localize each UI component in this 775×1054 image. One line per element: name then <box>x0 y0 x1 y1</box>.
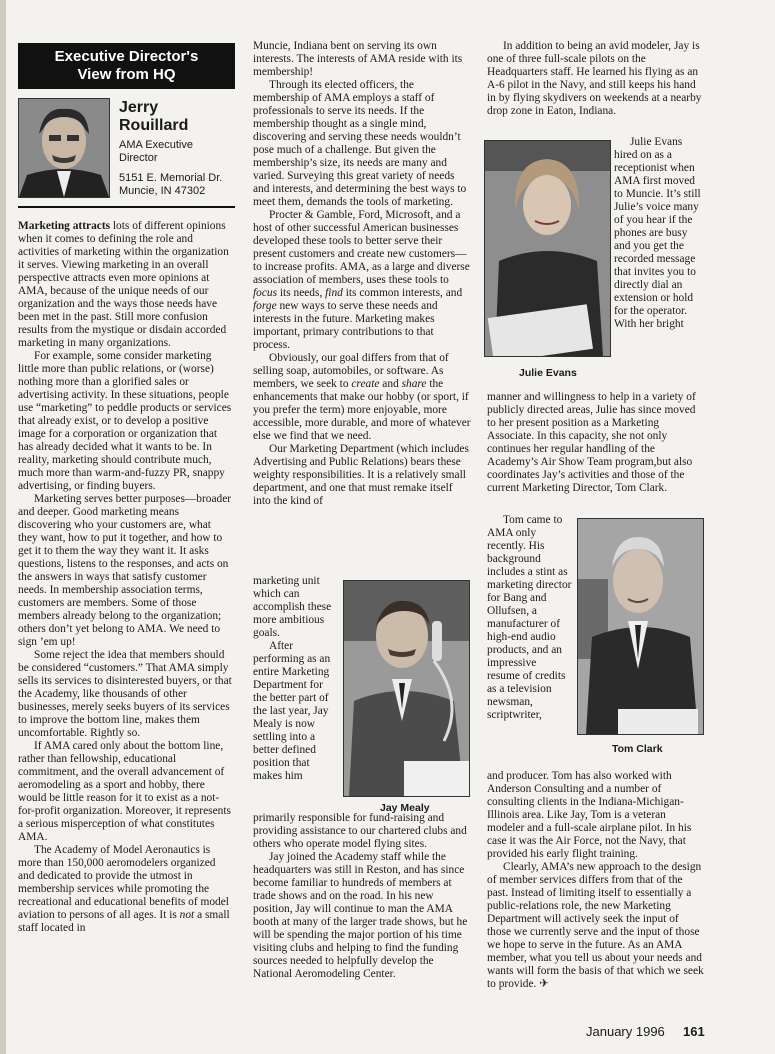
col2-p4-b: and <box>379 378 402 390</box>
col2-p3-em1: focus <box>253 287 278 299</box>
author-address-line2: Muncie, IN 47302 <box>119 185 206 197</box>
col1-p6-a: The Academy of Model Aeronautics is more than 150,000 aeromodelers organized and dedicated to provide the utmost in membership services while promoting the recreational and educational benefits of model aviation to persons of all ages. It is <box>18 844 229 921</box>
col2-paragraph-4 <box>253 352 471 443</box>
col2-p3-c: its common interests, and <box>342 287 463 299</box>
col1-paragraph-4: Some reject the idea that members should be considered “customers.” That AMA simply sells its services to disinterested buyers, or that the Academy, like thousands of other businesses, merely seeks buyers of its services to improve the bottom line, makes them uncomfortable. Rightly so. <box>18 649 232 739</box>
col3-wrap-text <box>614 136 706 331</box>
col2-p4-em2: share <box>401 378 427 390</box>
page-number: 161 <box>683 1024 705 1039</box>
col2-paragraph-3 <box>253 209 471 352</box>
column-3 <box>487 40 705 118</box>
col1-paragraph-6 <box>18 844 232 935</box>
author-title <box>119 139 229 165</box>
jay-mealy-caption: Jay Mealy <box>380 802 430 814</box>
header-line1: Executive Director's <box>54 48 199 65</box>
col2-p3-d: new ways to serve these needs and interests in the future. Marketing makes important, primary contributions to that process. <box>253 300 438 351</box>
column-header <box>18 43 235 89</box>
tom-clark-photo <box>577 518 704 735</box>
header-line2: View from HQ <box>77 66 176 83</box>
col1-p1-text: lots of different opinions when it comes to defining the role and activities of marketing within the organization it serves. Viewing marketing in an overall perspective attracts even more opinions at AMA, because of the unique needs of our organization and the ways those needs have been met in the past. Still more confusion results from the mystique or disdain accorded marketing in many organizations. <box>18 220 229 349</box>
author-title-line2: Director <box>119 152 158 164</box>
col2-p3-em2: find <box>325 287 343 299</box>
author-name <box>119 99 188 135</box>
col3-paragraph-3-continued: and producer. Tom has also worked with Anderson Consulting and a number of consulting clients in the Indiana-Michigan-Illinois area. Like Jay, Tom is a veteran modeler and a full-scale airplane pilot. In his case it was the Air Force, not the Navy, that provided his early flight training. <box>487 770 692 860</box>
col2-paragraph-5: Our Marketing Department (which includes Advertising and Public Relations) bears these weighty responsibilities. It is a relatively small department, and one that must remake itself into the kind of <box>253 443 469 507</box>
col3-paragraph-1: In addition to being an avid modeler, Jay is one of three full-scale pilots on the Headquarters staff. He learned his flying as an A-6 pilot in the Navy, and still keeps his hand in by flying skydivers on weekends at a nearby drop zone in Eaton, Indiana. <box>487 40 702 117</box>
col3-paragraph-3: Tom came to AMA only recently. His background includes a stint as marketing director for Bang and Ollufsen, a manufacturer of high-end audio products, and an impressive resume of credits as a television newsman, scriptwriter, <box>487 514 572 721</box>
julie-evans-photo <box>484 140 611 357</box>
issue-date: January 1996 <box>586 1024 665 1039</box>
col2-lower-text <box>253 812 471 981</box>
end-mark-icon: ✈ <box>539 978 549 990</box>
col2-p4-em1: create <box>351 378 380 390</box>
author-photo <box>18 98 110 198</box>
col2-paragraph-6-continued: primarily responsible for fund-raising and providing assistance to our chartered clubs and others who operate model flying sites. <box>253 812 467 850</box>
column-2 <box>253 40 471 508</box>
col1-paragraph-3: Marketing serves better purposes—broader and deeper. Good marketing means discovering who your customers are, what they want, how to put it together, and how to get it to them the way they want it. It asks questions, listens to the responses, and acts on the answers in ways that satisfy customer needs. In membership association terms, customers are members. Some of those members already belong to the organization; others don’t yet belong to AMA. We need to sign ’em up! <box>18 493 232 648</box>
col1-p6-b: a small staff located in <box>18 909 230 934</box>
col2-p4-a: Obviously, our goal differs from that of selling soap, automobiles, or software. As members, we seek to <box>253 352 449 390</box>
author-title-line1: AMA Executive <box>119 139 193 151</box>
col3-middle-text <box>487 391 705 495</box>
jay-mealy-photo <box>343 580 470 797</box>
col3-paragraph-2: Julie Evans hired on as a receptionist when AMA first moved to Muncie. It’s still Julie’s voice many of you hear if the phones are busy and you get the recorded message that invites you to directly dial an extension or hold for the operator. With her bright <box>614 136 701 330</box>
page-edge <box>0 0 6 1054</box>
col1-p6-em: not <box>179 909 195 921</box>
col1-paragraph-2: For example, some consider marketing little more than public relations, or (worse) nothing more than a glorified sales or advertising activity. In these situations, people use “marketing” to peddle products or services that already exist, or to develop a positive image for a corporation or organization that has already decided what it wants to be. In reality, marketing should contribute much, much more than warm-and-fuzzy PR, snappy advertising, or finding buyers. <box>18 350 232 492</box>
col3-tom-wrap-text <box>487 514 572 722</box>
author-first-name: Jerry <box>119 99 159 116</box>
col2-p3-a: Procter & Gamble, Ford, Microsoft, and a host of other successful American businesses developed these tools to better serve their present customers and create new customers—to increase profits. AMA, as a large and diverse association of members, uses these tools to <box>253 209 470 286</box>
col2-wrap-text <box>253 575 333 783</box>
col2-paragraph-7: Jay joined the Academy staff while the headquarters was still in Reston, and has since become familiar to hundreds of members at trade shows and on the road. In his new position, Jay will continue to man the AMA booth at many of the larger trade shows, but he will be spending the major portion of his time visiting clubs and helping to find the funding sources needed to helpfully develop the National Aeromodeling Center. <box>253 851 468 980</box>
col3-lower-text <box>487 770 705 991</box>
col1-paragraph-5: If AMA cared only about the bottom line, rather than fellowship, educational commitment, and the overall advancement of aeromodeling as a sport and hobby, there would be little reason for it to exist as a not-for-profit organization. Moreover, it represents a serious misperception of what constitutes AMA. <box>18 740 231 843</box>
col2-p5-continued: marketing unit which can accomplish these more ambitious goals. <box>253 575 332 639</box>
author-address-line1: 5151 E. Memorial Dr. <box>119 172 223 184</box>
byline-rule <box>18 206 235 208</box>
col3-paragraph-4 <box>487 861 705 991</box>
col2-paragraph-1: Muncie, Indiana bent on serving its own interests. The interests of AMA reside with its membership! <box>253 40 463 78</box>
lead-in: Marketing attracts <box>18 220 111 232</box>
col3-paragraph-2-continued: manner and willingness to help in a variety of publicly directed areas, Julie has since moved to her present position as a Marketing Associate. In this capacity, she not only continues her regular handling of the Academy’s Air Show Team program,but also coordinates Jay’s activities and those of the current Marketing Director, Tom Clark. <box>487 391 696 494</box>
col1-paragraph-1 <box>18 220 232 350</box>
col2-paragraph-2: Through its elected officers, the membership of AMA employs a staff of professionals to serve its needs. If the membership thought as a single mind, discovering and serving these needs wouldn’t pose much of a challenge. But given the membership’s size, its needs are many and varied. Surveying this great variety of needs and interests, and determining the best ways to meet them, demands the tools of marketing. <box>253 79 467 208</box>
col2-p4-c: the enhancements that make our hobby (or sport, if you prefer the term) more enjoyable, more accessible, more durable, and more of whatever else we find that we need. <box>253 378 471 442</box>
julie-evans-caption: Julie Evans <box>519 367 577 379</box>
column-1 <box>18 220 232 935</box>
col2-p3-b: its needs, <box>277 287 326 299</box>
author-last-name: Rouillard <box>119 117 189 134</box>
tom-clark-caption: Tom Clark <box>612 743 663 755</box>
author-address <box>119 172 234 198</box>
col3-p4-text: Clearly, AMA’s new approach to the design of member services differs from that of the past. Instead of limiting itself to essentially a public-relations role, the new Marketing Department will actively seek the input of those we currently serve and the input of those we hope to serve in the future. As an AMA member, what you tell us about your needs and wants will form the basis of that which we seek to provide. <box>487 861 704 990</box>
col2-paragraph-6: After performing as an entire Marketing Department for the better part of the last year, Jay Mealy is now settling into a better defined position that makes him <box>253 640 331 782</box>
col2-p3-em3: forge <box>253 300 277 312</box>
